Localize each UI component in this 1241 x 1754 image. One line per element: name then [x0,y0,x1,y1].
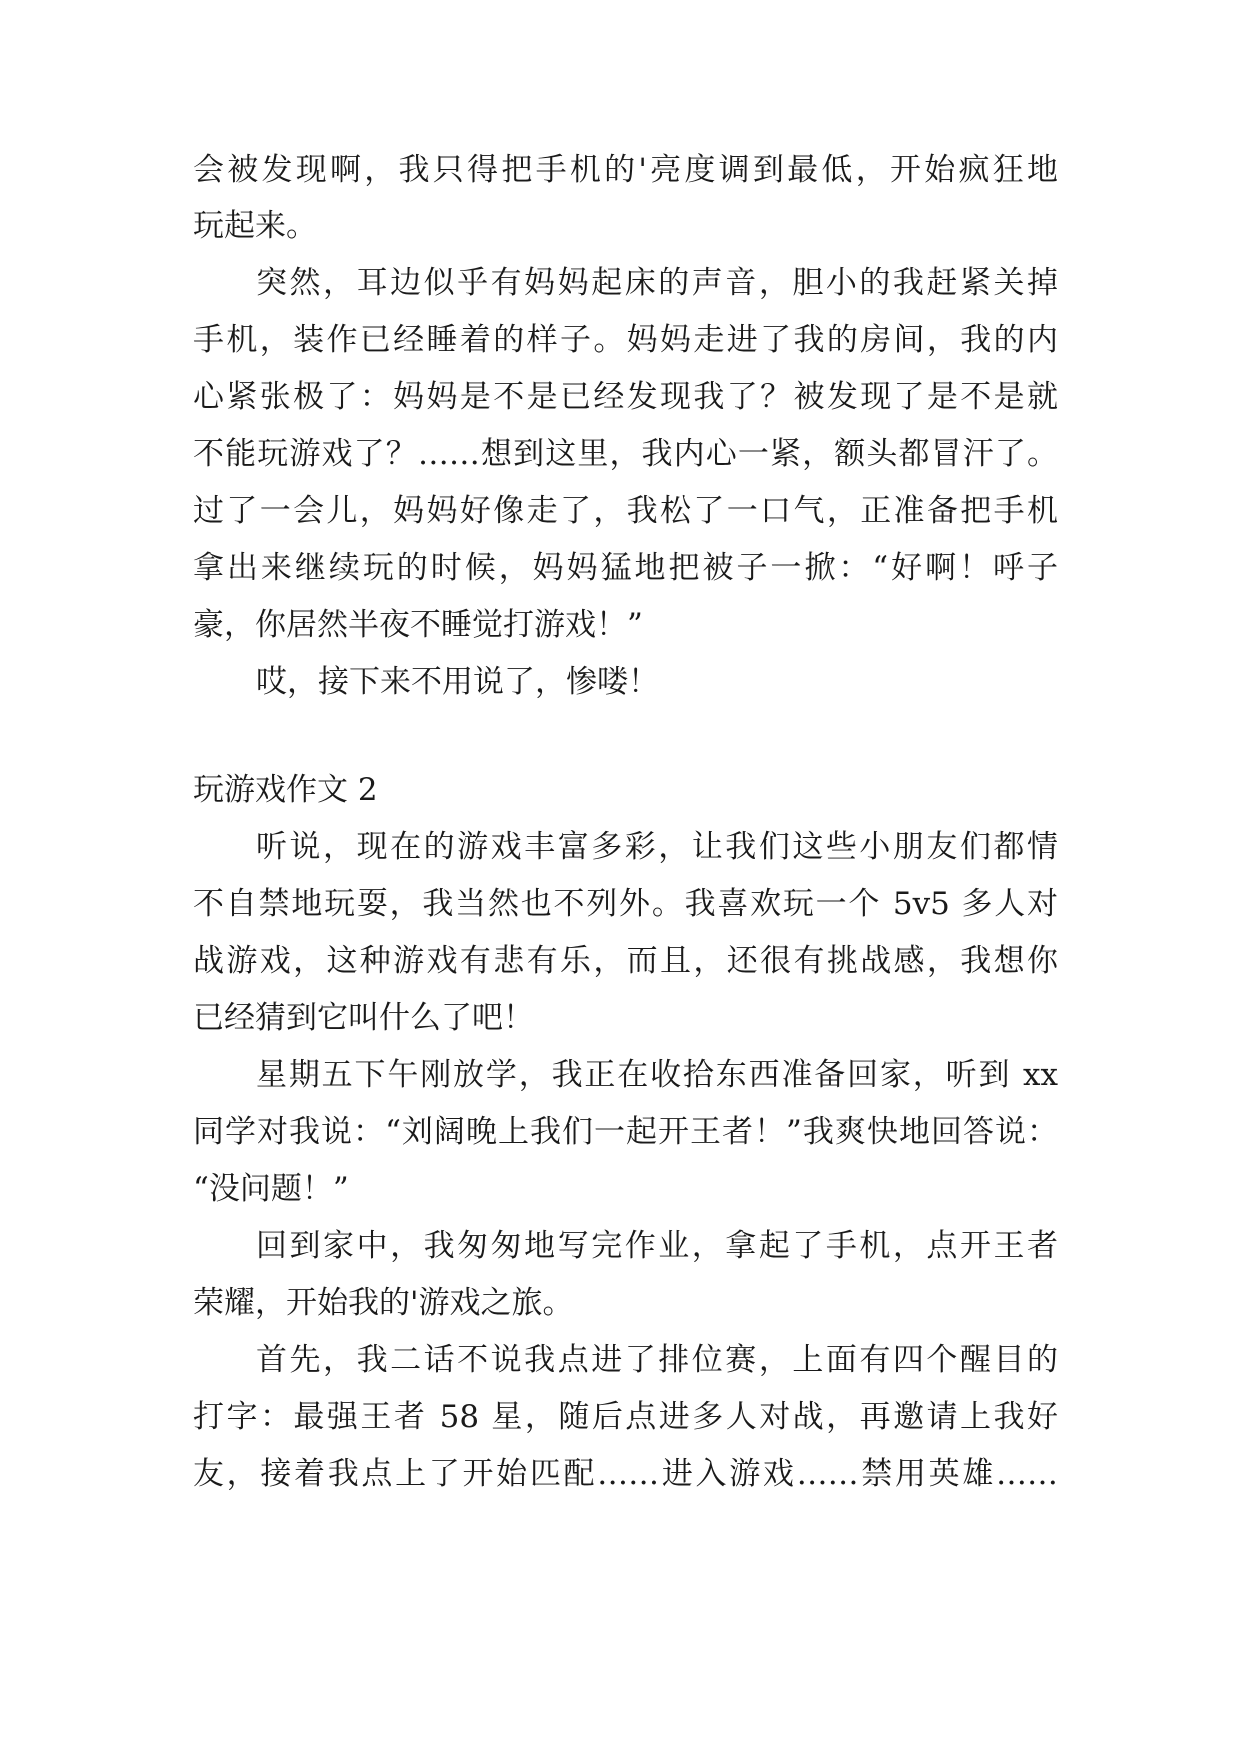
body-text-line: 友，接着我点上了开始匹配……进入游戏……禁用英雄…… [193,1456,1058,1492]
body-text-line: 打字：最强王者 58 星，随后点进多人对战，再邀请上我好 [193,1399,1058,1435]
body-text-line: 不能玩游戏了？……想到这里，我内心一紧，额头都冒汗了。 [193,436,1058,472]
paragraph-first-line: 哎，接下来不用说了，惨喽！ [256,664,659,700]
body-text-line: 已经猜到它叫什么了吧！ [193,1000,534,1036]
body-text-line: 荣耀，开始我的'游戏之旅。 [193,1285,574,1321]
body-text-line: 过了一会儿，妈妈好像走了，我松了一口气，正准备把手机 [193,493,1058,529]
paragraph-first-line: 回到家中，我匆匆地写完作业，拿起了手机，点开王者 [256,1228,1058,1264]
body-text-line: 战游戏，这种游戏有悲有乐，而且，还很有挑战感，我想你 [193,943,1058,979]
paragraph-first-line: 星期五下午刚放学，我正在收拾东西准备回家，听到 xx [256,1057,1058,1093]
body-text-line: 豪，你居然半夜不睡觉打游戏！” [193,607,643,643]
body-text-line: 不自禁地玩耍，我当然也不列外。我喜欢玩一个 5v5 多人对 [193,886,1058,922]
paragraph-first-line: 突然，耳边似乎有妈妈起床的声音，胆小的我赶紧关掉 [256,265,1058,301]
body-text-line: 手机，装作已经睡着的样子。妈妈走进了我的房间，我的内 [193,322,1058,358]
section-heading: 玩游戏作文 2 [193,772,378,808]
body-text-line: 同学对我说：“刘阔晚上我们一起开王者！”我爽快地回答说： [193,1114,1058,1150]
paragraph-first-line: 听说，现在的游戏丰富多彩，让我们这些小朋友们都情 [256,829,1058,865]
body-text-line: 会被发现啊，我只得把手机的'亮度调到最低，开始疯狂地 [193,152,1058,188]
body-text-line: 玩起来。 [193,208,317,244]
body-text-line: “没问题！” [193,1171,349,1207]
body-text-line: 心紧张极了：妈妈是不是已经发现我了？被发现了是不是就 [193,379,1058,415]
body-text-line: 拿出来继续玩的时候，妈妈猛地把被子一掀：“好啊！呼子 [193,550,1058,586]
paragraph-first-line: 首先，我二话不说我点进了排位赛，上面有四个醒目的 [256,1342,1058,1378]
